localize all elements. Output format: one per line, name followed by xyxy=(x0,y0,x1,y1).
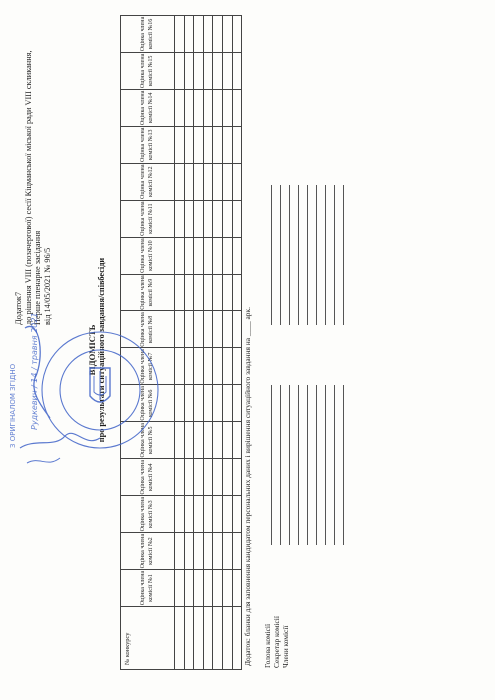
table-cell xyxy=(175,422,185,459)
table-cell xyxy=(203,163,213,200)
table-cell xyxy=(184,52,194,89)
table-cell xyxy=(194,570,204,607)
table-cell xyxy=(175,459,185,496)
decision-date: від 14/05/2021 № 96/5 xyxy=(42,247,52,325)
table-row xyxy=(203,16,213,670)
table-cell xyxy=(203,274,213,311)
table-cell xyxy=(232,16,242,53)
signature-line xyxy=(324,185,326,325)
table-cell xyxy=(184,348,194,385)
column-header-member-13: Оцінка члена комісії №13 xyxy=(121,126,175,163)
column-header-competition-number: № конкурсу xyxy=(121,607,175,670)
column-header-member-1: Оцінка члена комісії №1 xyxy=(121,570,175,607)
table-cell xyxy=(194,496,204,533)
table-cell xyxy=(213,311,223,348)
column-header-member-15: Оцінка члена комісії №15 xyxy=(121,52,175,89)
column-header-member-10: Оцінка члена комісії №10 xyxy=(121,237,175,274)
table-cell xyxy=(175,311,185,348)
table-cell xyxy=(175,16,185,53)
signature-line xyxy=(288,185,290,325)
table-cell xyxy=(232,52,242,89)
table-cell xyxy=(213,496,223,533)
column-header-member-11: Оцінка члена комісії №11 xyxy=(121,200,175,237)
table-cell xyxy=(194,607,204,670)
signature-label-head: Голова комісії xyxy=(263,623,272,668)
column-header-member-2: Оцінка члена комісії №2 xyxy=(121,533,175,570)
table-cell xyxy=(184,607,194,670)
table-cell xyxy=(203,311,213,348)
table-cell xyxy=(222,274,232,311)
signature-line xyxy=(306,185,308,325)
signature-line xyxy=(279,385,281,545)
table-cell xyxy=(184,311,194,348)
signature-line xyxy=(333,385,335,545)
signature-line xyxy=(324,385,326,545)
table-cell xyxy=(203,533,213,570)
table-cell xyxy=(213,16,223,53)
table-cell xyxy=(203,89,213,126)
column-header-member-16: Оцінка члена комісії №16 xyxy=(121,16,175,53)
table-cell xyxy=(184,385,194,422)
signature-line xyxy=(270,385,272,545)
table-cell xyxy=(232,422,242,459)
table-cell xyxy=(232,459,242,496)
table-cell xyxy=(175,570,185,607)
table-cell xyxy=(232,237,242,274)
signature-label-secretary: Секретар комісії xyxy=(272,616,281,668)
table-cell xyxy=(175,52,185,89)
table-cell xyxy=(213,163,223,200)
table-cell xyxy=(222,89,232,126)
table-cell xyxy=(184,16,194,53)
column-header-member-12: Оцінка члена комісії №12 xyxy=(121,163,175,200)
table-cell xyxy=(232,200,242,237)
column-header-member-9: Оцінка члена комісії №9 xyxy=(121,274,175,311)
table-cell xyxy=(213,570,223,607)
table-cell xyxy=(175,385,185,422)
table-cell xyxy=(194,533,204,570)
table-cell xyxy=(203,496,213,533)
document-title: ВІДОМІСТЬ xyxy=(87,324,97,376)
table-cell xyxy=(213,89,223,126)
table-cell xyxy=(232,348,242,385)
table-cell xyxy=(222,533,232,570)
table-cell xyxy=(175,607,185,670)
table-cell xyxy=(232,311,242,348)
certification-stamp xyxy=(5,298,159,476)
table-cell xyxy=(232,385,242,422)
table-cell xyxy=(222,16,232,53)
table-row xyxy=(194,16,204,670)
table-cell xyxy=(194,348,204,385)
table-row xyxy=(184,16,194,670)
table-cell xyxy=(232,274,242,311)
table-cell xyxy=(194,52,204,89)
table-cell xyxy=(222,570,232,607)
table-cell xyxy=(213,200,223,237)
table-cell xyxy=(203,607,213,670)
table-cell xyxy=(222,163,232,200)
appendix-header xyxy=(14,50,52,325)
table-cell xyxy=(232,607,242,670)
handwritten-note: Рудкевич / 14 / травня 2021 xyxy=(30,312,39,430)
table-row xyxy=(222,16,232,670)
signature-line xyxy=(297,185,299,325)
table-cell xyxy=(203,385,213,422)
table-cell xyxy=(232,533,242,570)
appendix-number: Додаток7 xyxy=(14,291,23,325)
table-cell xyxy=(203,459,213,496)
table-cell xyxy=(194,385,204,422)
appendix-note: Додаток: бланки для заповнення кандидатом персональних даних і вирішення ситуаційного завдання на ____ арк. xyxy=(243,307,252,666)
signature-line xyxy=(315,185,317,325)
table-cell xyxy=(175,274,185,311)
table-cell xyxy=(222,52,232,89)
signature-line xyxy=(270,185,272,325)
table-cell xyxy=(184,200,194,237)
table-cell xyxy=(213,385,223,422)
table-row xyxy=(232,16,242,670)
signature-line xyxy=(315,385,317,545)
signature-label-members: Члени комісії xyxy=(281,625,290,668)
table-cell xyxy=(213,237,223,274)
table-cell xyxy=(213,126,223,163)
table-cell xyxy=(232,126,242,163)
table-cell xyxy=(184,459,194,496)
table-cell xyxy=(213,422,223,459)
table-cell xyxy=(213,348,223,385)
table-cell xyxy=(175,89,185,126)
table-cell xyxy=(222,422,232,459)
table-cell xyxy=(194,89,204,126)
signature-line xyxy=(333,185,335,325)
table-cell xyxy=(194,311,204,348)
table-cell xyxy=(222,607,232,670)
table-cell xyxy=(203,422,213,459)
signature-line xyxy=(288,385,290,545)
table-cell xyxy=(175,126,185,163)
table-cell xyxy=(203,237,213,274)
table-cell xyxy=(213,274,223,311)
column-header-member-3: Оцінка члена комісії №3 xyxy=(121,496,175,533)
table-cell xyxy=(203,126,213,163)
column-header-member-4: Оцінка члена комісії №4 xyxy=(121,459,175,496)
table-cell xyxy=(213,459,223,496)
table-cell xyxy=(232,570,242,607)
table-cell xyxy=(203,570,213,607)
table-cell xyxy=(194,16,204,53)
table-cell xyxy=(194,237,204,274)
table-cell xyxy=(184,274,194,311)
table-cell xyxy=(175,163,185,200)
table-cell xyxy=(232,89,242,126)
table-cell xyxy=(203,348,213,385)
table-cell xyxy=(232,496,242,533)
table-cell xyxy=(203,52,213,89)
table-cell xyxy=(184,533,194,570)
table-cell xyxy=(194,163,204,200)
table-cell xyxy=(203,16,213,53)
stamp-caption: З ОРИГІНАЛОМ ЗГІДНО xyxy=(9,363,17,448)
table-cell xyxy=(184,163,194,200)
table-cell xyxy=(194,459,204,496)
table-row xyxy=(175,16,185,670)
table-cell xyxy=(184,126,194,163)
column-header-member-14: Оцінка члена комісії №14 xyxy=(121,89,175,126)
table-cell xyxy=(194,126,204,163)
decision-reference: до рішення VIII (позачергової) сесії Кіцманської міської ради VIII скликання, xyxy=(23,50,33,325)
column-header-member-8: Оцінка члена комісії №8 xyxy=(121,311,175,348)
table-cell xyxy=(184,570,194,607)
table-cell xyxy=(175,200,185,237)
table-cell xyxy=(232,163,242,200)
column-header-member-6: Оцінка члена комісії №6 xyxy=(121,385,175,422)
column-header-member-5: Оцінка члена комісії №5 xyxy=(121,422,175,459)
signature-line xyxy=(279,185,281,325)
session-name: Перше пленарне засідання xyxy=(33,230,43,325)
table-cell xyxy=(222,200,232,237)
table-cell xyxy=(213,607,223,670)
signature-line xyxy=(342,385,344,545)
table-cell xyxy=(184,237,194,274)
document-subtitle: про результати ситуаційного завдання/співбесіди xyxy=(97,257,106,443)
table-cell xyxy=(213,533,223,570)
table-cell xyxy=(175,348,185,385)
signature-line xyxy=(306,385,308,545)
table-cell xyxy=(175,533,185,570)
column-header-member-7: Оцінка члена комісії №7 xyxy=(121,348,175,385)
table-cell xyxy=(194,274,204,311)
table-cell xyxy=(222,348,232,385)
table-cell xyxy=(222,496,232,533)
table-cell xyxy=(222,311,232,348)
table-cell xyxy=(213,52,223,89)
signature-line xyxy=(297,385,299,545)
table-cell xyxy=(194,422,204,459)
table-cell xyxy=(222,459,232,496)
table-cell xyxy=(184,422,194,459)
signature-line xyxy=(342,185,344,325)
table-cell xyxy=(184,496,194,533)
table-cell xyxy=(175,237,185,274)
table-row xyxy=(213,16,223,670)
table-cell xyxy=(203,200,213,237)
table-cell xyxy=(222,126,232,163)
table-cell xyxy=(222,237,232,274)
table-cell xyxy=(184,89,194,126)
table-cell xyxy=(194,200,204,237)
table-cell xyxy=(175,496,185,533)
table-cell xyxy=(222,385,232,422)
